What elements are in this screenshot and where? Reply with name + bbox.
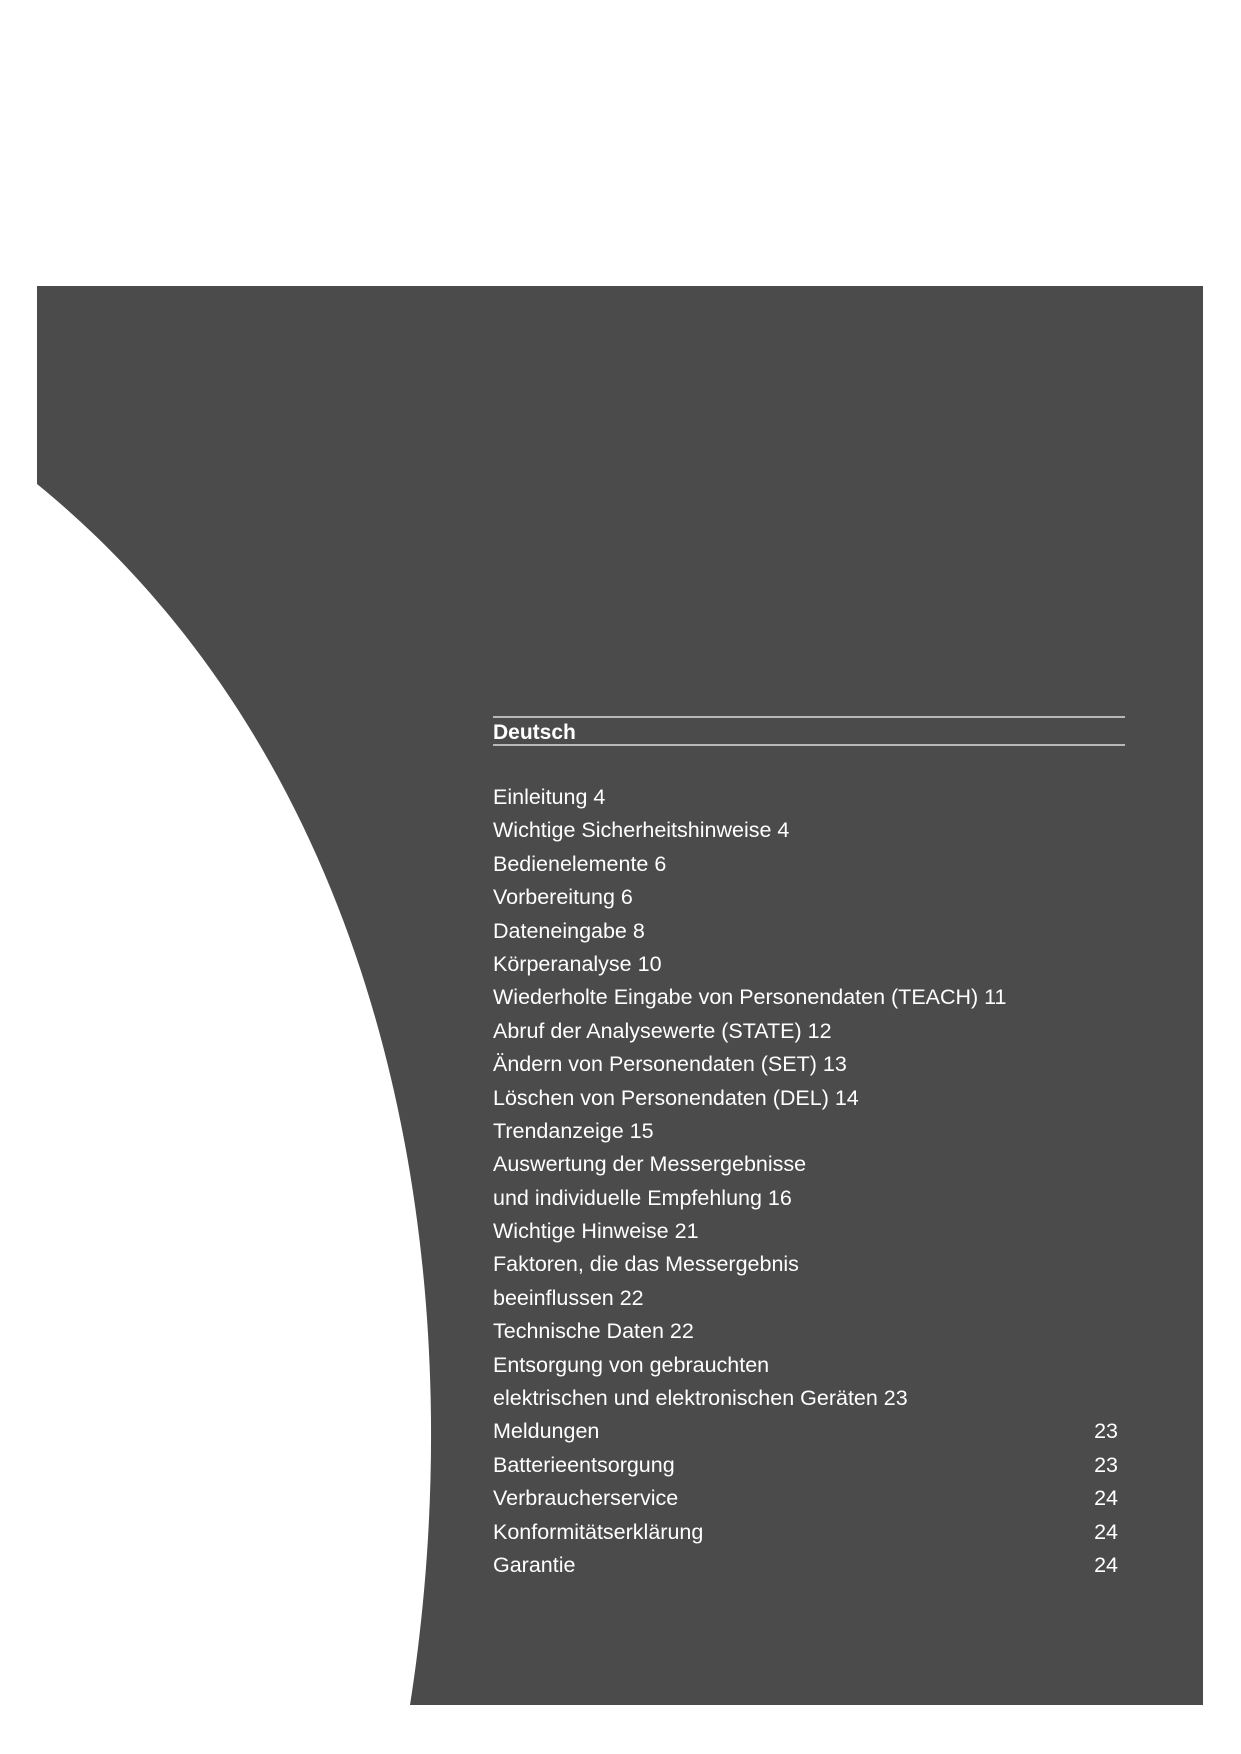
- toc-entry-text: Löschen von Personendaten (DEL) 14: [493, 1085, 859, 1110]
- toc-entry-page: 24: [1094, 1486, 1118, 1511]
- toc-heading: [493, 716, 1125, 746]
- toc-entry: [493, 881, 1118, 914]
- toc-entry-text: Batterieentsorgung: [493, 1452, 675, 1477]
- toc-entry: [493, 1516, 1118, 1549]
- toc-entry-text: Garantie: [493, 1552, 576, 1577]
- toc-entry: [493, 1282, 1118, 1315]
- toc-entry-text: Technische Daten 22: [493, 1319, 694, 1344]
- toc-entry-page: 23: [1094, 1419, 1118, 1444]
- toc-entry: [493, 1182, 1118, 1215]
- toc-entry-text: beeinflussen 22: [493, 1285, 644, 1310]
- toc-entry: [493, 1215, 1118, 1248]
- toc-entry-text: Bedienelemente 6: [493, 851, 667, 876]
- toc-entry-text: Vorbereitung 6: [493, 885, 633, 910]
- toc-entry: [493, 1082, 1118, 1115]
- toc-entry-page: 23: [1094, 1452, 1118, 1477]
- toc-entry-text: Wiederholte Eingabe von Personendaten (TEACH) 11: [493, 985, 1007, 1010]
- toc-entry-text: Wichtige Hinweise 21: [493, 1219, 699, 1244]
- toc-entry: [493, 1549, 1118, 1582]
- toc-entry: [493, 1048, 1118, 1081]
- toc-entry: [493, 915, 1118, 948]
- toc-entry: [493, 1115, 1118, 1148]
- toc-entry: [493, 1148, 1118, 1181]
- toc-entry-text: elektrischen und elektronischen Geräten 23: [493, 1386, 908, 1411]
- toc-entry-text: Abruf der Analysewerte (STATE) 12: [493, 1018, 832, 1043]
- toc-entry: [493, 781, 1118, 814]
- toc-entry: [493, 1482, 1118, 1515]
- toc-entry: [493, 1449, 1118, 1482]
- toc-entry-text: Meldungen: [493, 1419, 600, 1444]
- toc-entry: [493, 1015, 1118, 1048]
- toc-entry-page: 24: [1094, 1519, 1118, 1544]
- toc-entry-page: 24: [1094, 1552, 1118, 1577]
- toc-entry-text: Dateneingabe 8: [493, 918, 645, 943]
- toc-entry-text: Ändern von Personendaten (SET) 13: [493, 1052, 847, 1077]
- toc-heading-text: Deutsch: [493, 721, 576, 744]
- toc-entry: [493, 848, 1118, 881]
- toc-entry-text: Einleitung 4: [493, 785, 606, 809]
- toc-entry-text: Konformitätserklärung: [493, 1519, 704, 1544]
- toc-entry: [493, 1382, 1118, 1415]
- toc-entry-text: Wichtige Sicherheitshinweise 4: [493, 818, 790, 843]
- toc-entry-text: Auswertung der Messergebnisse: [493, 1152, 807, 1177]
- toc-entry-text: Verbraucherservice: [493, 1486, 679, 1511]
- toc-entry: [493, 981, 1118, 1014]
- toc-entry-text: Entsorgung von gebrauchten: [493, 1352, 770, 1377]
- toc-entry-text: Faktoren, die das Messergebnis: [493, 1252, 799, 1277]
- toc-entry: [493, 1349, 1118, 1382]
- toc-list: [493, 781, 1118, 1582]
- toc-entry-text: Trendanzeige 15: [493, 1118, 654, 1143]
- toc-entry: [493, 948, 1118, 981]
- toc-entry: [493, 1415, 1118, 1448]
- toc-entry: [493, 1248, 1118, 1281]
- toc-entry: [493, 1315, 1118, 1348]
- toc-entry-text: Körperanalyse 10: [493, 951, 662, 976]
- toc-entry: [493, 814, 1118, 847]
- toc-entry-text: und individuelle Empfehlung 16: [493, 1185, 792, 1210]
